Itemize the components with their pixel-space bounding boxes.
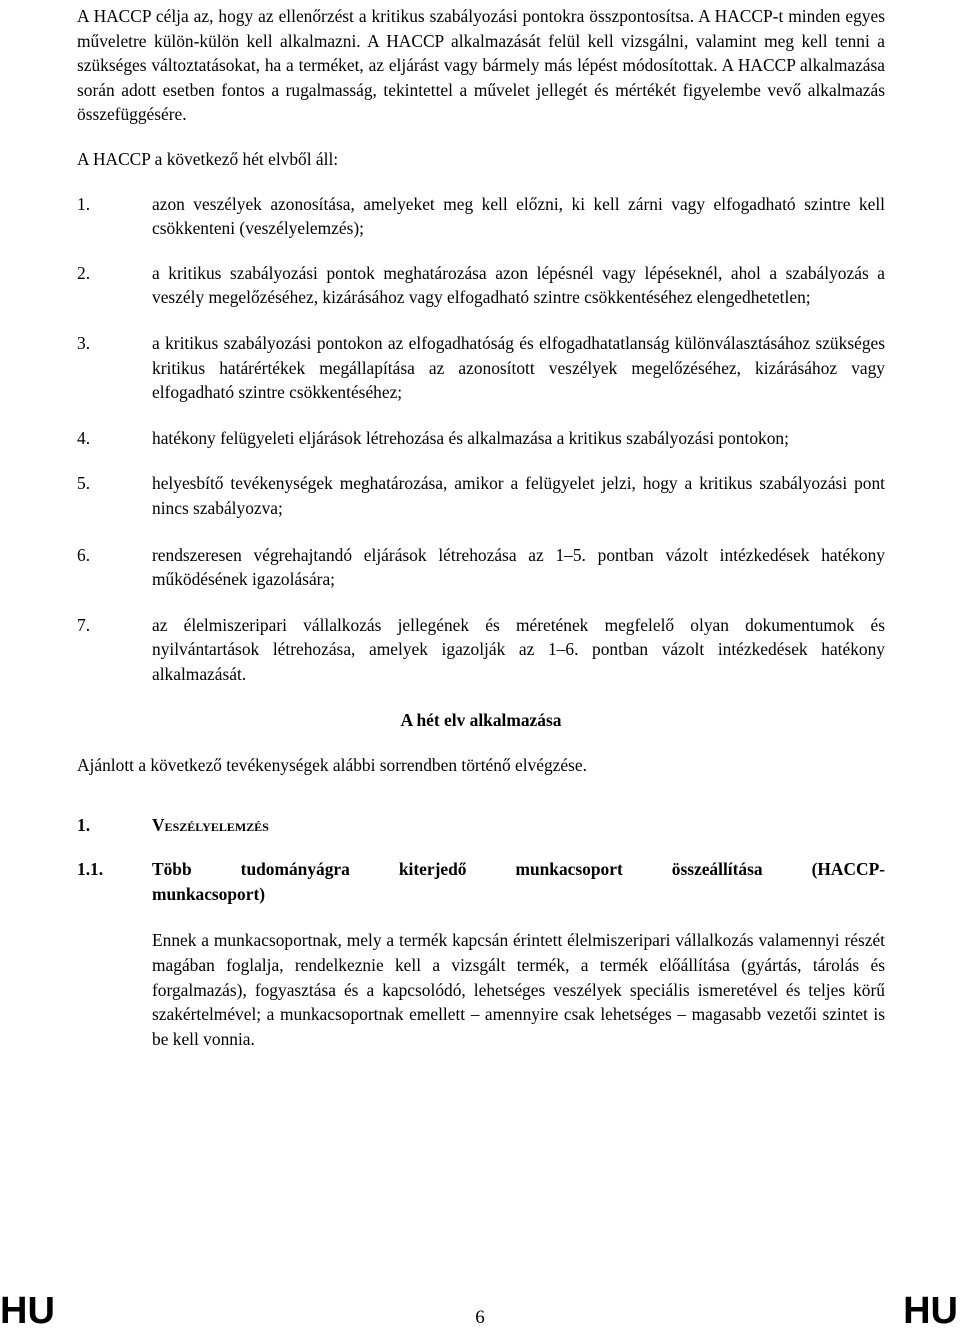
intro-paragraph: A HACCP célja az, hogy az ellenőrzést a kritikus szabályozási pontokra összpontosítsa. A HACCP-t minden egyes műveletre külön-külön kell alkalmazni. A HACCP alkalmazását felül kell vizsgálni, valamint meg kell tenni a szükséges változtatásokat, ha a terméket, az eljárást vagy bármely más lépést módosítottak. A HACCP alkalmazása során adott esetben fontos a rugalmasság, tekintettel a művelet jellegét és mértékét figyelembe vevő alkalmazás összefüggésére. — [77, 6, 885, 125]
list-item — [77, 261, 885, 310]
list-item-text: a kritikus szabályozási pontokon az elfogadhatóság és elfogadhatatlanság különválasztásához szükséges kritikus határértékek megállapítása az azonosított veszélyek megelőzéséhez, kizárásához vagy elfogadható szintre csökkentéséhez; — [152, 332, 885, 403]
list-item-number: 1. — [77, 193, 91, 214]
list-item-text: a kritikus szabályozási pontok meghatározása azon lépésnél vagy lépéseknél, ahol a szabályozás a veszély megelőzéséhez, kizárásához vagy elfogadható szintre csökkentéséhez elengedhetetlen; — [152, 262, 885, 308]
list-item — [77, 471, 885, 520]
section-1-1-title-line-2: munkacsoport) — [152, 883, 266, 904]
footer-language-code-left: HU — [0, 1290, 55, 1332]
section-1-1-title-line-1: Több tudományágra kiterjedő munkacsoport összeállítása (HACCP- — [152, 859, 885, 880]
list-item-number: 2. — [77, 262, 91, 283]
list-item-text: helyesbítő tevékenységek meghatározása, amikor a felügyelet jelzi, hogy a kritikus szabályozási pont nincs szabályozva; — [152, 473, 885, 518]
section-1-number: 1. — [77, 814, 91, 835]
list-item-number: 4. — [77, 427, 91, 448]
list-item-text: hatékony felügyeleti eljárások létrehozása és alkalmazása a kritikus szabályozási pontokon; — [152, 427, 789, 448]
principles-list — [77, 192, 885, 687]
list-item-number: 3. — [77, 332, 91, 353]
section-1-1-number: 1.1. — [77, 859, 104, 880]
section-1-title: Veszélyelemzés — [152, 814, 269, 835]
list-item-text: rendszeresen végrehajtandó eljárások létrehozása az 1–5. pontban vázolt intézkedések hatékony működésének igazolására; — [152, 544, 885, 590]
list-item — [77, 543, 885, 592]
list-item-number: 6. — [77, 544, 91, 565]
list-item — [77, 426, 885, 451]
recommended-sequence-text: Ajánlott a következő tevékenységek alábbi sorrendben történő elvégzése. — [77, 755, 587, 776]
section-1-heading — [77, 813, 885, 838]
document-page — [77, 0, 885, 1069]
section-1-1-heading — [77, 857, 885, 906]
footer-language-code-right: HU — [903, 1290, 958, 1332]
seven-principles-intro: A HACCP a következő hét elvből áll: — [77, 148, 339, 169]
page-number: 6 — [475, 1307, 485, 1328]
list-item-number: 7. — [77, 614, 91, 635]
list-item — [77, 613, 885, 687]
list-item-number: 5. — [77, 473, 91, 494]
list-item — [77, 192, 885, 241]
list-item — [77, 331, 885, 405]
list-item-text: az élelmiszeripari vállalkozás jellegének és méretének megfelelő olyan dokumentumok és nyilvántartások létrehozása, amelyek igazolják az 1–6. pontban vázolt intézkedések hatékony alkalmazását. — [152, 614, 885, 684]
section-1-1-body: Ennek a munkacsoportnak, mely a termék kapcsán érintett élelmiszeripari vállalkozás valamennyi részét magában foglalja, rendelkeznie kell a vizsgált termék, a termék előállítása (gyártás, tárolás és forgalmazás), fogyasztása és a kapcsolódó, lehetséges veszélyek speciális ismeretével és teljes körű szakértelmével; a munkacsoportnak emellett – amennyire csak lehetséges – magasabb vezetői szintet is be kell vonnia. — [152, 930, 885, 1049]
application-heading: A hét elv alkalmazása — [400, 710, 562, 731]
list-item-text: azon veszélyek azonosítása, amelyeket meg kell előzni, ki kell zárni vagy elfogadható szintre kell csökkenteni (veszélyelemzés); — [152, 193, 885, 239]
